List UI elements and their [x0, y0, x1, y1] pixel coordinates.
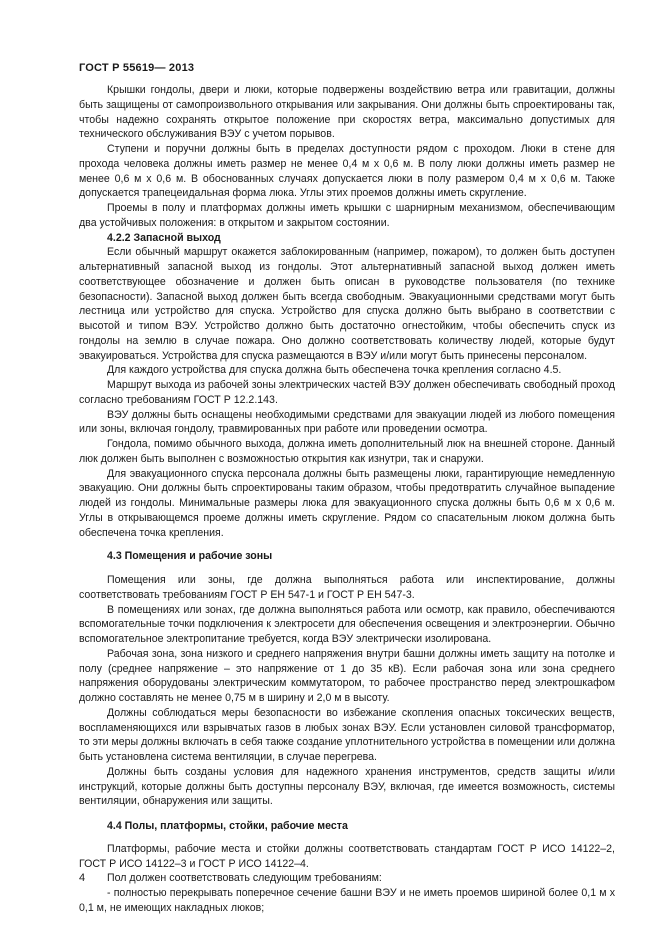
paragraph: Пол должен соответствовать следующим требованиям:	[107, 872, 382, 885]
list-item: - полностью перекрывать поперечное сечение башни ВЭУ и не иметь проемов шириной более 0,1 м х 0,1 м, не имеющих накладных люков;	[79, 887, 615, 914]
paragraph: Рабочая зона, зона низкого и среднего напряжения внутри башни должны иметь защиту на потолке и полу (среднее напряжение – это напряжение от 1 до 35 кВ). Если рабочая зона или зона среднего напряжения оборудованы электрическим коммутатором, то рабочее пространство перед электрошкафом должно составлять не менее 0,75 м в ширину и 2,0 м в высоту.	[79, 647, 615, 704]
paragraph: Проемы в полу и платформах должны иметь крышки с шарнирным механизмом, обеспечивающим два устойчивых положения: в открытом и закрытом состоянии.	[79, 202, 615, 229]
paragraph: Для каждого устройства для спуска должна быть обеспечена точка крепления согласно 4.5.	[107, 364, 562, 377]
paragraph: Крышки гондолы, двери и люки, которые подвержены воздействию ветра или гравитации, должны быть защищены от самопроизвольного открывания или закрывания. Они должны быть спроектированы так, чтобы надежно сохранять открытое положение при скоростях ветра, максимально допустимых для технического обслуживания ВЭУ с учетом порывов.	[79, 84, 615, 141]
paragraph: Должны соблюдаться меры безопасности во избежание скопления опасных токсических веществ, воспламеняющихся или взрывчатых газов в любых зонах ВЭУ. Если установлен силовой трансформатор, то эти меры должны включать в себя также создание уплотнительного устройства в помещении или должна быть установлена система вентиляции, в случае перегрева.	[79, 706, 615, 763]
paragraph: Гондола, помимо обычного выхода, должна иметь дополнительный люк на внешней стороне. Данный люк должен быть выполнен с возможностью открытия как изнутри, так и снаружи.	[79, 438, 615, 465]
paragraph: В помещениях или зонах, где должна выполняться работа или осмотр, как правило, обеспечиваются вспомогательные точки подключения к электросети для обеспечения освещения и электроэнергии. Обычно вспомогательное электропитание требуется, когда ВЭУ электрически изолирована.	[79, 603, 615, 645]
paragraph: Ступени и поручни должны быть в пределах доступности рядом с проходом. Люки в стене для прохода человека должны иметь размер не менее 0,4 м х 0,6 м. В полу люки должны иметь размер не менее 0,6 м х 0,6 м. В обоснованных случаях допускается люки в полу размером 0,4 м х 0,6 м. Также допускается трапецеидальная форма люка. Углы этих проемов должны иметь скругление.	[79, 143, 615, 200]
paragraph: Помещения или зоны, где должна выполняться работа или инспектирование, должны соответствовать требованиям ГОСТ Р ЕН 547-1 и ГОСТ Р ЕН 547-3.	[79, 574, 615, 601]
paragraph: Для эвакуационного спуска персонала должны быть размещены люки, гарантирующие немедленную эвакуацию. Они должны быть спроектированы таким образом, чтобы предотвратить случайное выпадение людей из гондолы. Минимальные размеры люка для эвакуационного спуска должны быть 0,6 м х 0,6 м. Углы в открывающемся проеме должны иметь скругление. Рядом со спасательным люком должна быть обеспечена точка крепления.	[79, 467, 615, 539]
section-heading-4-2-2: 4.2.2 Запасной выход	[107, 231, 221, 244]
paragraph: Должны быть созданы условия для надежного хранения инструментов, средств защиты и/или инструкций, которые должны быть доступны персоналу ВЭУ, включая, где имеется возможность, системы вентиляции, обнаружения или защиты.	[79, 765, 615, 808]
paragraph: ВЭУ должны быть оснащены необходимыми средствами для эвакуации людей из любого помещения или зоны, включая гондолу, травмированных при работе или проведении осмотра.	[79, 408, 615, 436]
section-heading-4-3: 4.3 Помещения и рабочие зоны	[107, 550, 273, 563]
document-header: ГОСТ Р 55619— 2013	[79, 62, 195, 74]
paragraph: Маршрут выхода из рабочей зоны электрических частей ВЭУ должен обеспечивать свободный проход согласно требованиям ГОСТ Р 12.2.143.	[79, 379, 615, 406]
paragraph: Платформы, рабочие места и стойки должны соответствовать стандартам ГОСТ Р ИСО 14122–2, ГОСТ Р ИСО 14122–3 и ГОСТ Р ИСО 14122–4.	[79, 842, 615, 870]
section-heading-4-4: 4.4 Полы, платформы, стойки, рабочие места	[107, 820, 348, 832]
document-body	[79, 83, 615, 916]
page-number: 4	[79, 872, 86, 884]
paragraph: Если обычный маршрут окажется заблокированным (например, пожаром), то должен быть доступен альтернативный запасной выход из гондолы. Этот альтернативный запасной выход должен иметь соответствующее обозначение и должен быть описан в руководстве пользователя (по технике безопасности). Запасной выход должен быть всегда свободным. Эвакуационными средствами могут быть лестница или устройство для спуска. Устройство для спуска должно быть выбрано в соответствии с высотой и типом ВЭУ. Устройство должно быть достаточно огнестойким, чтобы обеспечить спуск из гондолы на землю в случае пожара. Оно должно соответствовать количеству людей, которые будут эвакуироваться. Устройства для спуска размещаются в ВЭУ и/или могут быть принесены персоналом.	[79, 246, 615, 362]
